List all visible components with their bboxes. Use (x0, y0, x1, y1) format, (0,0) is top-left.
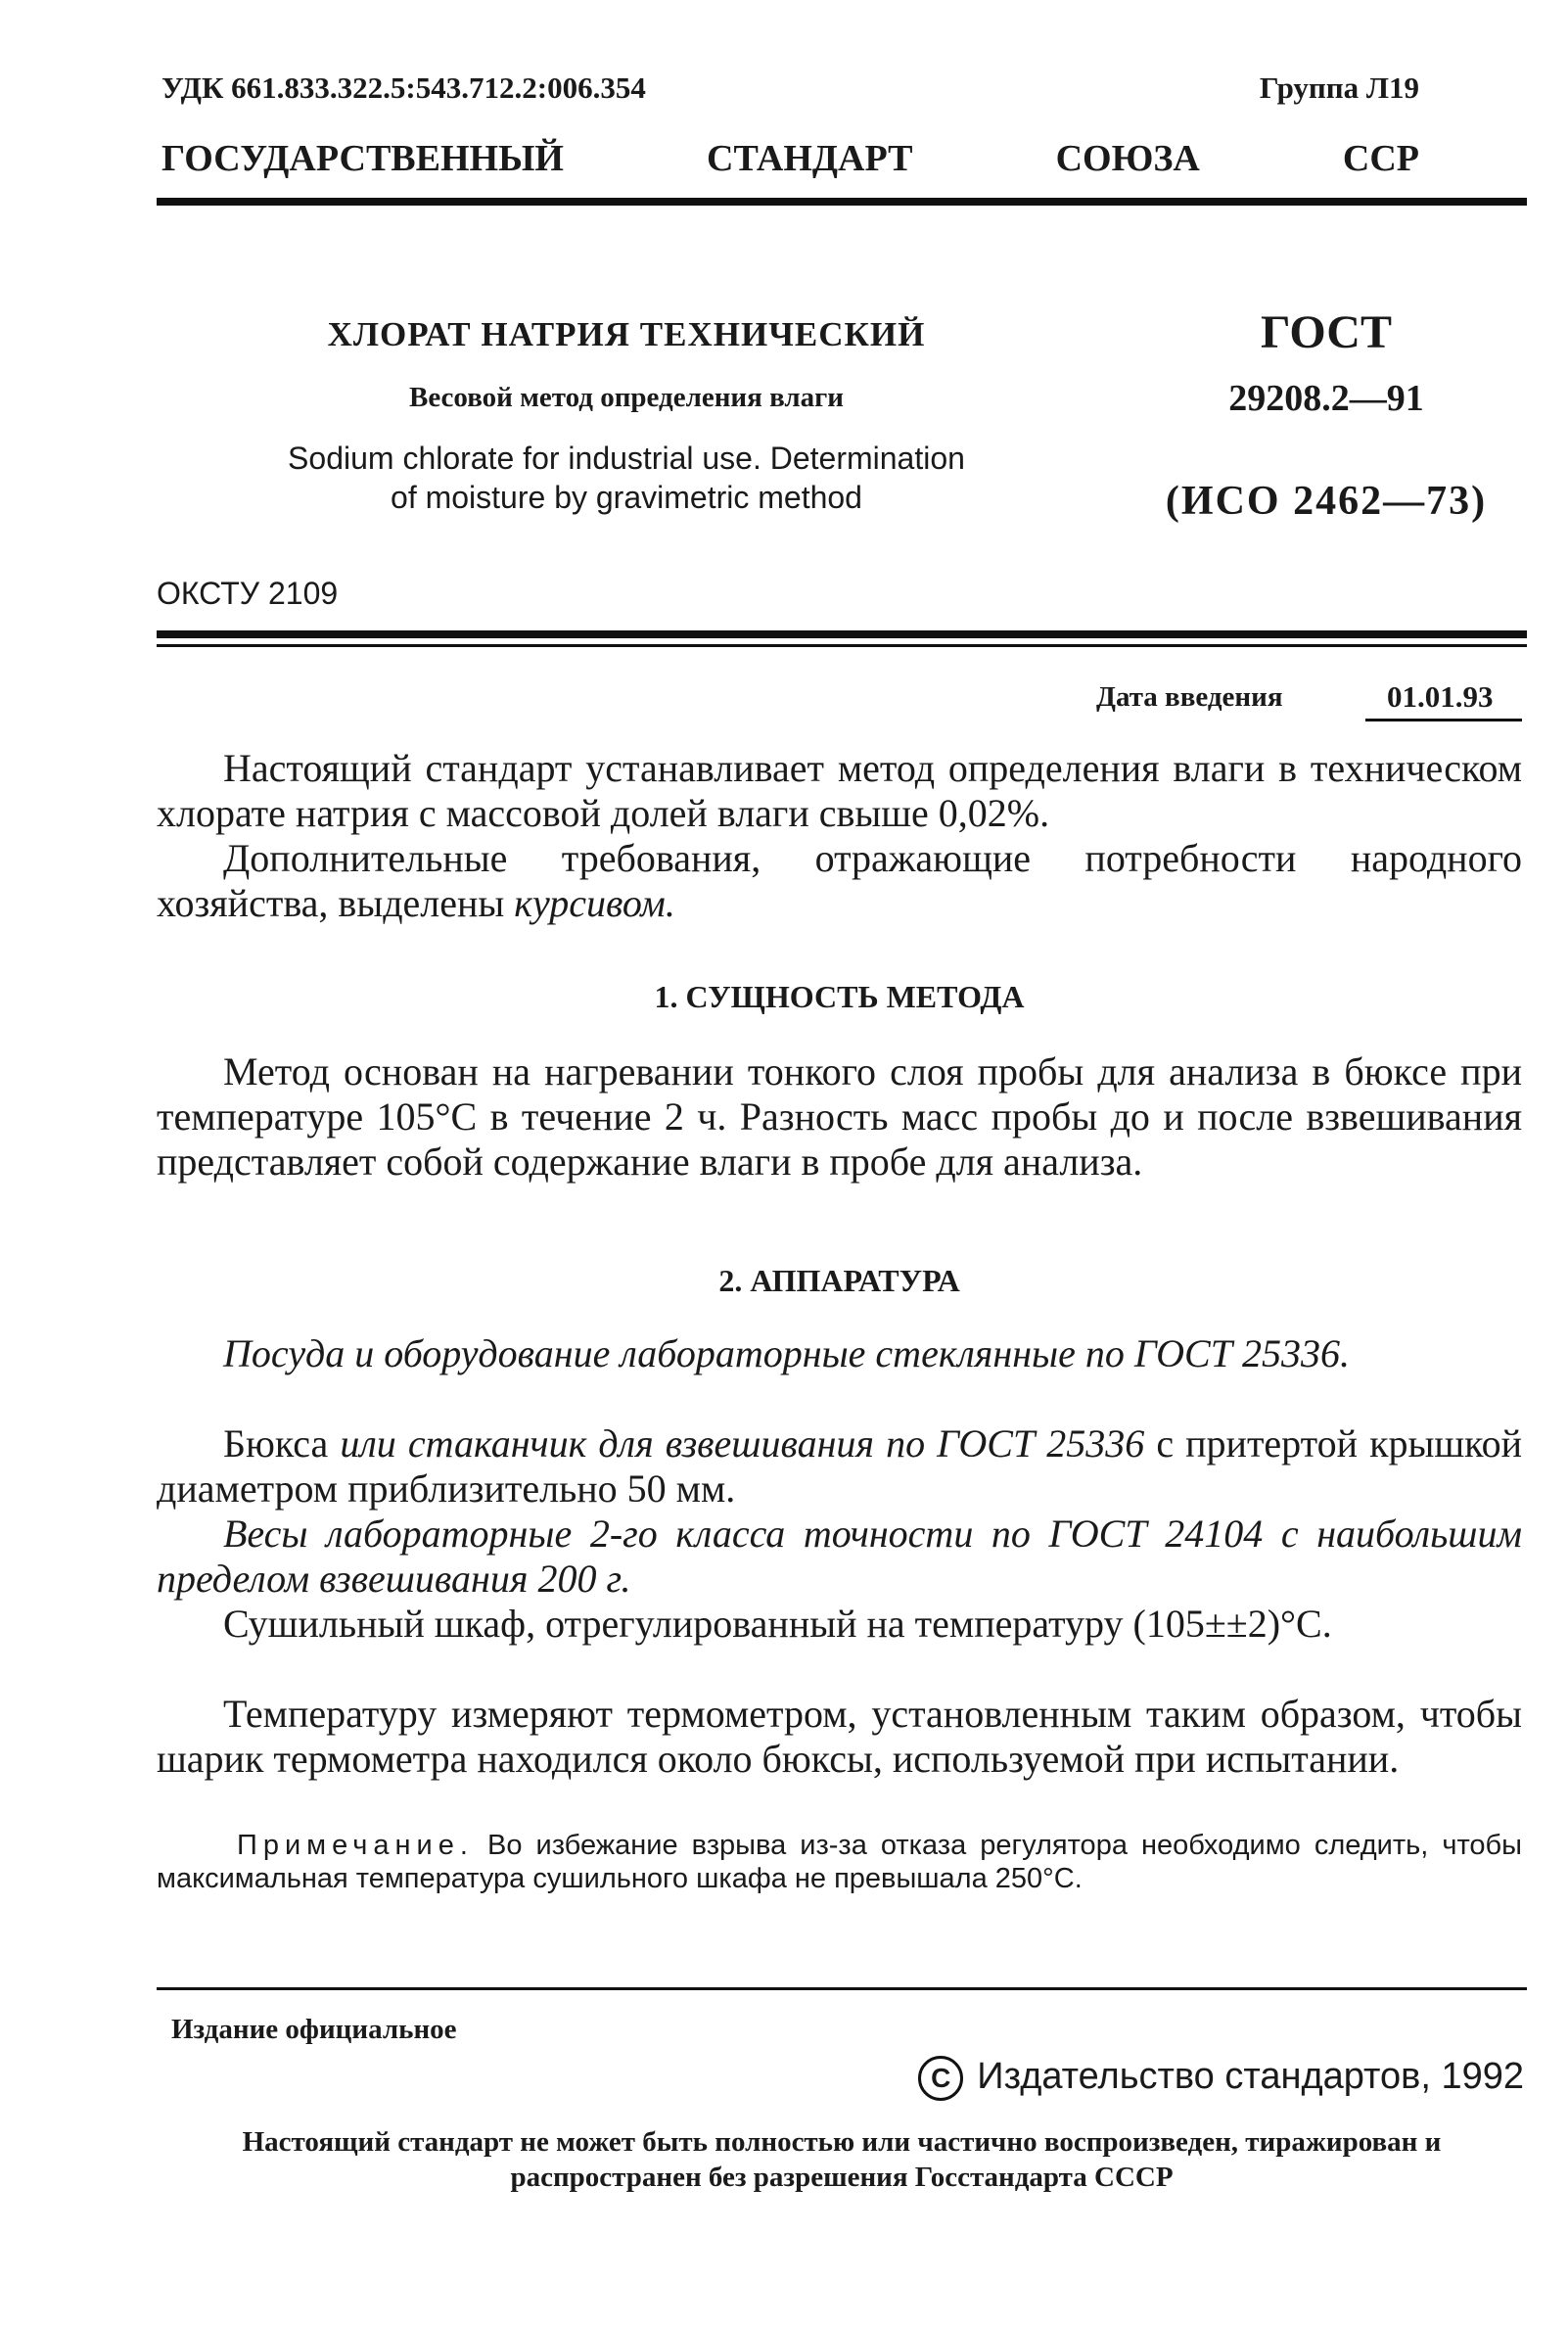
reproduction-rights-notice: Настоящий стандарт не может быть полностью или частично воспроизведен, тиражирован и распространен без разрешения Госстандарта СССР (242, 2126, 1442, 2193)
udk-code: УДК 661.833.322.5:543.712.2:006.354 (161, 70, 646, 105)
copyright-icon: C (918, 2056, 963, 2101)
official-edition-label: Издание официальное (171, 2014, 457, 2045)
apparatus-item-drying-oven: Сушильный шкаф, отрегулированный на температуру (105±±2)°С. (223, 1602, 1332, 1646)
weighing-bottle-text-1: Бюкса (223, 1421, 341, 1465)
group-code: Группа Л19 (1259, 70, 1419, 105)
section-2-heading: 2. АППАРАТУРА (718, 1263, 960, 1298)
weighing-bottle-text-2: с притертой крышкой диаметром приблизительно 50 мм. (157, 1421, 1522, 1511)
intro-paragraph-2-text: Дополнительные требования, отражающие потребности народного хозяйства, выделены (157, 836, 1522, 925)
intro-paragraph-2 (157, 836, 1522, 926)
section-1-text: Метод основан на нагревании тонкого слоя пробы для анализа в бюксе при температуре 105°С в течение 2 ч. Разность масс пробы до и после взвешивания представляет собой содержание влаги в пробе для анализа. (157, 1049, 1522, 1184)
intro-date-value: 01.01.93 (1365, 679, 1522, 721)
intro-paragraph-1: Настоящий стандарт устанавливает метод определения влаги в техническом хлорате натрия с массовой долей влаги свыше 0,02%. (157, 746, 1522, 835)
copyright-line (918, 2056, 1524, 2101)
document-subtitle: Весовой метод определения влаги (408, 382, 844, 413)
section-1-heading: 1. СУЩНОСТЬ МЕТОДА (654, 979, 1025, 1014)
iso-reference: (ИСО 2462—73) (1165, 479, 1488, 524)
apparatus-note (157, 1829, 1522, 1895)
english-title (196, 439, 1057, 517)
footer-rule (157, 1987, 1527, 1990)
gost-number: 29208.2—91 (1228, 378, 1424, 419)
apparatus-item-glassware: Посуда и оборудование лабораторные стеклянные по ГОСТ 25336. (223, 1331, 1350, 1375)
okstu-code: ОКСТУ 2109 (157, 576, 339, 611)
apparatus-item-weighing-bottle (157, 1421, 1522, 1512)
header-rule (157, 198, 1527, 206)
title-rule-thick (157, 630, 1527, 638)
weighing-bottle-italic: или стаканчик для взвешивания по ГОСТ 25336 (340, 1421, 1145, 1465)
apparatus-item-thermometer: Температуру измеряют термометром, установленным таким образом, чтобы шарик термометра находился около бюксы, используемой при испытании. (157, 1692, 1522, 1781)
note-text: Во избежание взрыва из-за отказа регулятора необходимо следить, чтобы максимальная температура сушильного шкафа не превышала 250°С. (157, 1830, 1522, 1894)
intro-paragraph-2-italic: курсивом. (514, 881, 675, 925)
state-standard-banner: ГОСУДАРСТВЕННЫЙ СТАНДАРТ СОЮЗА ССР (161, 138, 1419, 179)
intro-date-label: Дата введения (1096, 681, 1283, 713)
note-label: Примечание. (237, 1830, 474, 1861)
title-rule-thin (157, 644, 1527, 647)
copyright-text: Издательство стандартов, 1992 (977, 2056, 1524, 2098)
apparatus-item-scales: Весы лабораторные 2-го класса точности по ГОСТ 24104 с наибольшим пределом взвешивания 200 г. (157, 1512, 1522, 1601)
english-title-line-1: Sodium chlorate for industrial use. Determination (288, 441, 965, 476)
document-title: ХЛОРАТ НАТРИЯ ТЕХНИЧЕСКИЙ (327, 315, 926, 353)
gost-label: ГОСТ (1261, 306, 1392, 358)
english-title-line-2: of moisture by gravimetric method (391, 480, 862, 515)
